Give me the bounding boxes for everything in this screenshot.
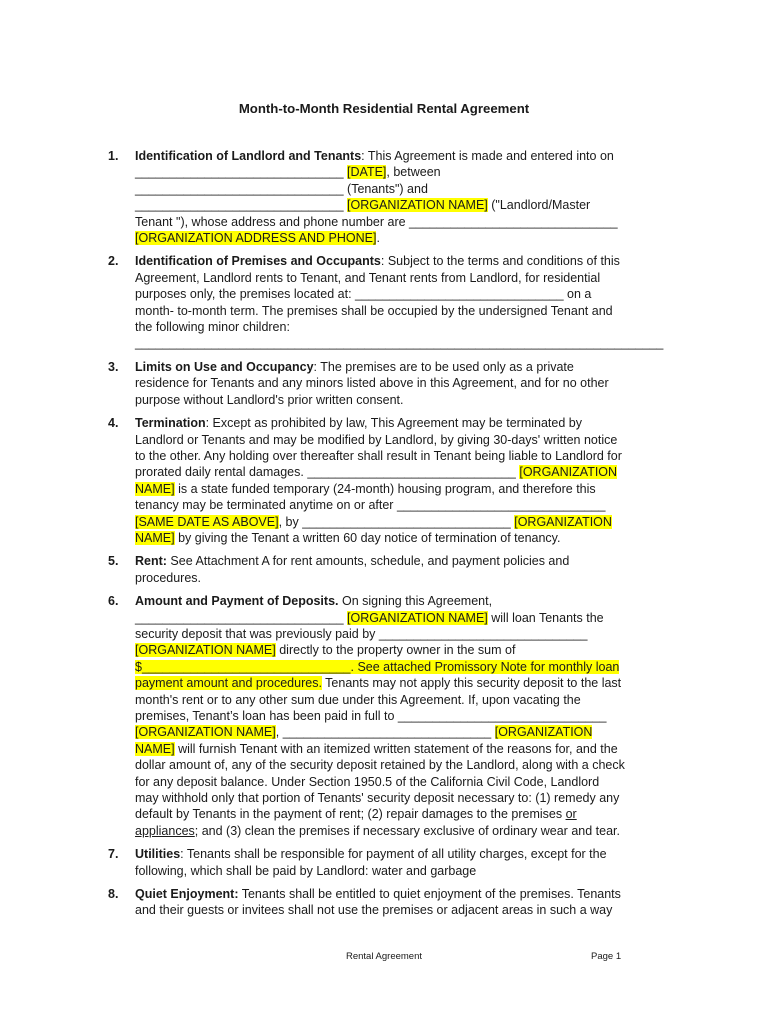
text-segment: the following minor children: [135,320,290,335]
document-title: Month-to-Month Residential Rental Agreement [238,101,530,116]
text-segment: ______________________________ [135,165,348,180]
section-7 [108,846,682,879]
text-segment: prorated daily rental damages. ______________________________ [135,465,520,480]
text-segment: : Subject to the terms and conditions of this [380,254,620,269]
highlighted-placeholder: [ORGANIZATION NAME] [135,725,276,740]
section-number: 8. [108,887,119,902]
text-line [135,863,682,879]
text-segment: and their guests or invitees shall not use the premises or adjacent areas in such a way [135,903,613,918]
text-line [135,181,682,197]
text-segment: , ______________________________ [275,725,495,740]
text-segment: : This Agreement is made and entered into on [361,149,614,163]
text-segment: , by ______________________________ [278,514,515,529]
text-segment: to the other. Any holding over thereafter shall result in Tenant being liable to Landlord for [135,448,622,463]
text-line [135,886,682,902]
text-line [135,675,682,691]
section-heading: Identification of Premises and Occupants [135,254,381,269]
text-segment: tenancy may be terminated anytime on or after ______________________________ [135,498,606,513]
highlighted-placeholder: [ORGANIZATION [514,514,612,529]
text-line [135,593,682,609]
section-body [135,359,682,408]
text-line [135,464,682,480]
section-2 [108,253,682,351]
text-line [135,757,682,773]
text-line [135,659,682,675]
text-line [135,392,682,408]
text-line [135,230,682,246]
text-line [135,286,682,302]
text-line [135,253,682,269]
section-3 [108,359,682,408]
text-line [135,902,682,918]
text-line [135,610,682,626]
text-line [135,774,682,790]
text-line [135,553,682,569]
text-line [135,415,682,431]
text-line [135,692,682,708]
section-6 [108,593,682,839]
agreement-sections [108,148,682,926]
text-segment: procedures. [135,570,202,585]
text-segment: security deposit that was previously paid by ______________________________ [135,626,588,641]
text-segment: ______________________________ (Tenants") and [135,181,428,196]
text-line [135,823,682,839]
text-segment: ; and (3) clean the premises if necessary exclusive of ordinary wear and tear. [194,823,620,838]
highlighted-placeholder: payment amount and procedures. [135,676,322,691]
text-line [135,375,682,391]
text-line [135,642,682,658]
highlighted-placeholder: [ORGANIZATION [494,725,593,740]
section-heading: Utilities [135,847,181,862]
section-number: 7. [108,847,119,862]
section-number: 4. [108,416,119,431]
footer-title: Rental Agreement [345,951,423,962]
text-line [135,708,682,724]
section-1 [108,148,682,246]
text-segment: ______________________________ [135,198,348,213]
text-segment: : Tenants shall be responsible for payment of all utility charges, except for the [180,847,607,862]
text-line [135,270,682,286]
section-heading: Limits on Use and Occupancy [135,359,314,374]
highlighted-placeholder: [ORGANIZATION ADDRESS AND PHONE] [135,231,377,246]
text-segment: by giving the Tenant a written 60 day notice of termination of tenancy. [174,530,561,545]
text-segment: will loan Tenants the [487,610,604,625]
text-line [135,359,682,375]
section-number: 5. [108,554,119,569]
section-body [135,253,682,351]
section-body [135,846,682,879]
text-line [135,164,682,180]
text-segment: , between [386,165,441,180]
text-line [135,448,682,464]
text-segment: Tenants may not apply this security deposit to the last [321,676,622,691]
text-segment: Agreement, Landlord rents to Tenant, and Tenant rents from Landlord, for residential [135,270,601,285]
text-line [135,741,682,757]
text-segment: may withhold only that portion of Tenants' security deposit necessary to: (1) remedy any [135,791,620,806]
text-segment: On signing this Agreement, [338,594,493,609]
footer-page-number: Page 1 [591,951,622,962]
text-segment: will furnish Tenant with an itemized written statement of the reasons for, and the [174,741,618,756]
section-body [135,553,682,586]
text-line [135,197,682,213]
section-8 [108,886,682,919]
text-segment: ____________________________________________________________________________ [135,336,664,351]
text-segment: Tenant "), whose address and phone number are ______________________________ [135,214,618,229]
section-number: 6. [108,594,119,609]
text-line [135,724,682,740]
section-heading: Identification of Landlord and Tenants [135,149,362,163]
text-line [135,335,682,351]
text-segment: dollar amount of, any of the security deposit retained by the Landlord, along with a check [135,758,625,773]
section-heading: Rent: [135,554,167,569]
text-line [135,214,682,230]
text-line [135,790,682,806]
section-number: 3. [108,359,119,374]
highlighted-placeholder: [ORGANIZATION [519,465,618,480]
section-heading: Amount and Payment of Deposits. [135,594,339,609]
text-segment: . [376,231,380,246]
highlighted-placeholder: [ORGANIZATION NAME] [347,198,488,213]
text-segment: Landlord or Tenants and may be modified by Landlord, by giving 30-days' written notice [135,432,618,447]
section-heading: Termination [135,416,206,431]
text-line [135,303,682,319]
text-segment: ______________________________ [135,610,348,625]
section-heading: Quiet Enjoyment: [135,887,239,902]
text-segment: directly to the property owner in the sum of [275,643,516,658]
highlighted-placeholder: [ORGANIZATION NAME] [135,643,276,658]
text-line [135,319,682,335]
text-line [135,530,682,546]
text-line [135,497,682,513]
section-body [135,148,682,246]
text-line [135,570,682,586]
highlighted-placeholder: [SAME DATE AS ABOVE] [135,514,279,529]
text-segment: following, which shall be paid by Landlord: water and garbage [135,863,477,878]
highlighted-placeholder: NAME] [135,741,175,756]
section-body [135,886,682,919]
section-4 [108,415,682,546]
text-segment: is a state funded temporary (24-month) housing program, and therefore this [174,481,596,496]
text-segment: ("Landlord/Master [487,198,591,213]
section-number: 1. [108,149,119,163]
text-segment: premises, Tenant’s loan has been paid in full to ______________________________ [135,709,607,723]
text-line [135,846,682,862]
text-segment: : Except as prohibited by law, This Agreement may be terminated by [205,416,582,431]
underlined-text: appliances [135,823,195,838]
text-segment: default by Tenants in the payment of rent; (2) repair damages to the premises [135,807,566,822]
text-segment: for any deposit balance. Under Section 1950.5 of the California Civil Code, Landlord [135,774,600,789]
text-segment: purposes only, the premises located at: ______________________________ on a [135,287,592,302]
text-line [135,148,682,164]
text-segment: : The premises are to be used only as a private [313,359,574,374]
highlighted-placeholder: [ORGANIZATION NAME] [347,610,488,625]
text-segment: purpose without Landlord's prior written consent. [135,392,404,407]
section-number: 2. [108,254,119,269]
text-segment: month- to-month term. The premises shall be occupied by the undersigned Tenant and [135,303,613,318]
highlighted-placeholder: $______________________________. See attached Promissory Note for monthly loan [135,659,620,674]
text-segment: See Attachment A for rent amounts, schedule, and payment policies and [166,554,570,569]
section-5 [108,553,682,586]
text-line [135,626,682,642]
text-line [135,481,682,497]
text-line [135,432,682,448]
highlighted-placeholder: NAME] [135,481,175,496]
section-body [135,593,682,839]
highlighted-placeholder: NAME] [135,530,175,545]
text-segment: Tenants shall be entitled to quiet enjoyment of the premises. Tenants [238,887,621,902]
text-line [135,514,682,530]
section-body [135,415,682,546]
text-line [135,806,682,822]
highlighted-placeholder: [DATE] [347,165,387,180]
text-segment: month's rent or to any other sum due under this Agreement. If, upon vacating the [135,692,581,707]
text-segment: residence for Tenants and any minors listed above in this Agreement, and for no other [135,376,609,391]
underlined-text: or [565,807,577,822]
